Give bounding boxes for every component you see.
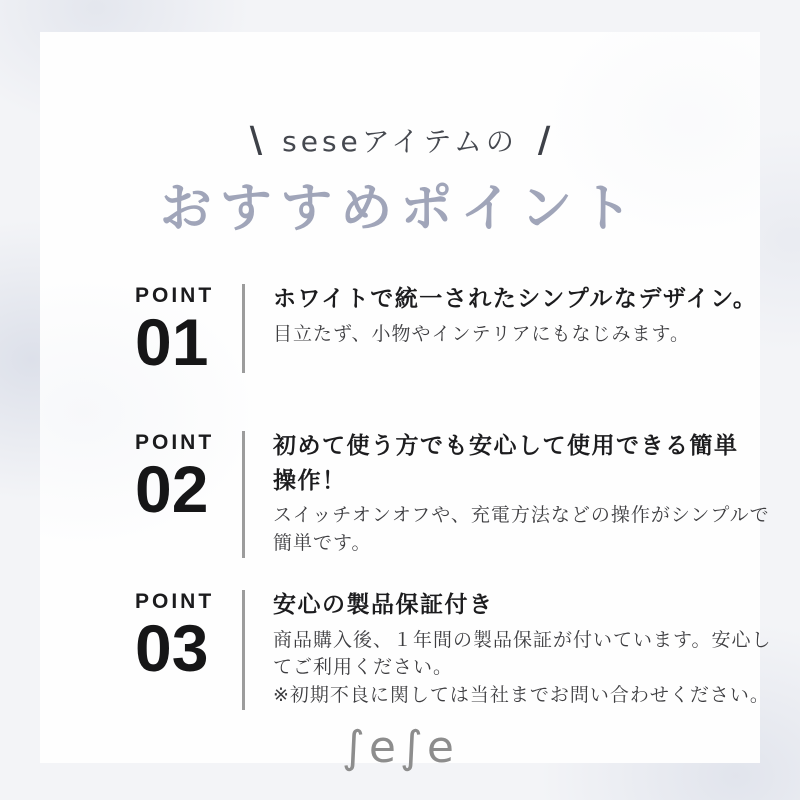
- point-01-label: POINT: [135, 284, 215, 307]
- point-01-title: [273, 282, 757, 317]
- point-01-left-column: [135, 282, 242, 380]
- point-02-title-line: 初めて使う方でも安心して使用できる簡単: [273, 433, 739, 459]
- point-02-title: [273, 429, 770, 498]
- point-03-body-line: 商品購入後、１年間の製品保証が付いています。安心し: [273, 628, 772, 651]
- point-02-body: [273, 502, 770, 558]
- point-03-title-line: 安心の製品保証付き: [273, 592, 494, 618]
- point-03-content: [245, 588, 771, 710]
- point-03-body-note: ※初期不良に関しては当社までお問い合わせください。: [273, 684, 770, 707]
- header-tagline-row: [40, 120, 760, 160]
- point-01-content: [245, 282, 757, 373]
- point-03-number: 03: [135, 611, 209, 686]
- point-02-number: 02: [135, 452, 209, 527]
- header-tagline: seseアイテムの: [282, 125, 518, 158]
- point-02-label: POINT: [135, 431, 215, 454]
- point-row-01: [135, 282, 783, 380]
- point-03-body-line: てご利用ください。: [273, 656, 454, 679]
- point-01-number: 01: [135, 305, 209, 380]
- page-title: おすすめポイント: [159, 179, 641, 239]
- point-03-title: [273, 588, 771, 623]
- point-row-03: [135, 588, 783, 710]
- point-03-left-column: [135, 588, 242, 710]
- point-02-left-column: [135, 429, 242, 558]
- slash-left-decoration: \: [249, 119, 263, 161]
- point-03-body: [273, 627, 771, 711]
- point-03-label: POINT: [135, 590, 215, 613]
- point-row-02: [135, 429, 783, 558]
- point-02-title-line: 操作！: [273, 467, 347, 494]
- point-01-body-line: 目立たず、小物やインテリアにもなじみます。: [273, 322, 690, 345]
- point-01-title-line: ホワイトで統一されたシンプルなデザイン。: [273, 286, 758, 312]
- point-02-content: [245, 429, 770, 558]
- sese-brand-logo: ∫e∫e: [342, 722, 458, 773]
- slash-right-decoration: /: [537, 119, 551, 161]
- point-02-body-line: スイッチオンオフや、充電方法などの操作がシンプルで: [273, 504, 770, 526]
- point-02-body-line: 簡単です。: [273, 531, 372, 554]
- point-01-body: [273, 321, 757, 349]
- content-panel: [40, 32, 772, 773]
